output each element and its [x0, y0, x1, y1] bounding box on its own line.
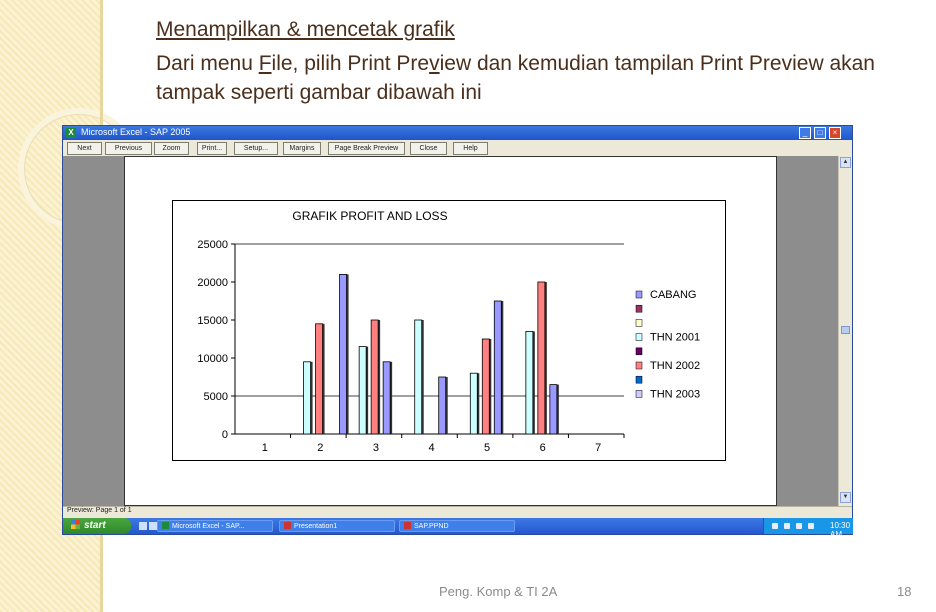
- task-label: Microsoft Excel - SAP...: [172, 523, 245, 530]
- previous-button[interactable]: Previous: [105, 142, 152, 155]
- chart-title: GRAFIK PROFIT AND LOSS: [292, 209, 448, 223]
- help-button[interactable]: Help: [453, 142, 488, 155]
- legend-swatch: [636, 362, 642, 369]
- legend-label: THN 2002: [650, 360, 701, 372]
- chart: [173, 201, 725, 460]
- powerpoint-task-icon: [284, 522, 291, 529]
- x-tick-label: 1: [261, 442, 268, 454]
- bar: [383, 362, 390, 434]
- bar: [482, 339, 489, 434]
- tray-icon[interactable]: [784, 523, 790, 529]
- print-preview-toolbar: [63, 140, 852, 157]
- tray-icon[interactable]: [796, 523, 802, 529]
- legend-label: THN 2003: [650, 388, 701, 401]
- taskbar: [63, 518, 852, 539]
- bar: [359, 347, 366, 434]
- margins-button[interactable]: Margins: [283, 142, 321, 155]
- volume-icon[interactable]: [808, 523, 814, 529]
- taskbar-item-presentation[interactable]: [279, 520, 395, 532]
- y-tick-label: 25000: [197, 239, 228, 251]
- preview-page: [124, 156, 777, 506]
- bar: [371, 320, 378, 434]
- close-button[interactable]: Close: [410, 142, 447, 155]
- y-tick-label: 0: [221, 429, 228, 441]
- preview-area: [63, 156, 838, 506]
- bar: [526, 331, 533, 434]
- chart-legend: [636, 289, 700, 400]
- bar: [439, 377, 446, 434]
- legend-label: THN 2001: [650, 331, 701, 344]
- legend-swatch: [636, 348, 642, 355]
- start-label: start: [84, 520, 106, 531]
- bar: [550, 385, 557, 434]
- start-button[interactable]: [63, 518, 131, 534]
- slide-footer: Peng. Komp & TI 2A: [439, 584, 558, 599]
- x-tick-label: 4: [428, 442, 435, 454]
- x-tick-label: 6: [539, 442, 546, 454]
- legend-swatch: [636, 305, 642, 312]
- y-tick-label: 10000: [197, 353, 228, 365]
- legend-swatch: [636, 376, 642, 383]
- window-titlebar[interactable]: [63, 126, 852, 140]
- status-text: Preview: Page 1 of 1: [67, 507, 132, 514]
- slide-body: [156, 49, 926, 107]
- slide-title: Menampilkan & mencetak grafik: [156, 18, 455, 41]
- page-break-preview-button[interactable]: Page Break Preview: [328, 142, 405, 155]
- body-underlined-f: F: [258, 52, 272, 75]
- scroll-up-icon[interactable]: ▲: [840, 157, 851, 168]
- legend-swatch: [636, 319, 642, 326]
- x-tick-label: 5: [484, 442, 491, 454]
- body-underlined-v: v: [429, 52, 440, 75]
- scroll-thumb[interactable]: [841, 326, 850, 334]
- system-tray: [763, 518, 853, 539]
- excel-window: [62, 125, 853, 539]
- bar: [340, 274, 347, 434]
- body-text-part: iew dan kemudian tampilan Print Preview akan tampak seperti gambar dibawah ini: [156, 52, 875, 104]
- body-text-part: Dari menu: [156, 52, 259, 75]
- y-tick-label: 20000: [197, 277, 228, 289]
- bar: [494, 301, 501, 434]
- taskbar-item-excel[interactable]: [157, 520, 273, 532]
- body-text-part: ile, pilih Print Pre: [271, 52, 430, 75]
- minimize-icon[interactable]: _: [799, 127, 811, 139]
- legend-swatch: [636, 291, 642, 298]
- chart-frame: [172, 200, 726, 461]
- excel-task-icon: [162, 522, 169, 529]
- x-tick-label: 7: [595, 442, 602, 454]
- task-label: SAP.PPND: [414, 523, 449, 530]
- y-tick-label: 5000: [203, 391, 228, 403]
- windows-logo-icon: [71, 520, 80, 529]
- bar: [316, 324, 323, 434]
- zoom-button[interactable]: Zoom: [154, 142, 189, 155]
- quick-launch-icon[interactable]: [149, 522, 157, 530]
- scroll-down-icon[interactable]: ▼: [840, 492, 851, 503]
- excel-icon: X: [66, 128, 76, 138]
- clock: 10:30 AM: [830, 521, 851, 539]
- x-tick-label: 2: [317, 442, 324, 454]
- bar: [538, 282, 545, 434]
- vertical-scrollbar[interactable]: [838, 156, 852, 506]
- bar: [415, 320, 422, 434]
- legend-swatch: [636, 390, 642, 397]
- setup-button[interactable]: Setup...: [234, 142, 278, 155]
- task-label: Presentation1: [294, 523, 338, 530]
- next-button[interactable]: Next: [67, 142, 102, 155]
- powerpoint-task-icon: [404, 522, 411, 529]
- quick-launch-icon[interactable]: [139, 522, 147, 530]
- bar: [470, 373, 477, 434]
- taskbar-item-sap[interactable]: [399, 520, 515, 532]
- window-title: Microsoft Excel - SAP 2005: [81, 127, 191, 137]
- legend-label: CABANG: [650, 289, 697, 301]
- y-tick-label: 15000: [197, 315, 228, 327]
- maximize-icon[interactable]: □: [814, 127, 826, 139]
- close-icon[interactable]: ×: [829, 127, 841, 139]
- tray-icon[interactable]: [772, 523, 778, 529]
- x-tick-label: 3: [372, 442, 379, 454]
- slide-page-number: 18: [897, 584, 912, 599]
- legend-swatch: [636, 334, 642, 341]
- print-button[interactable]: Print...: [197, 142, 227, 155]
- status-bar: [63, 506, 852, 518]
- bar: [304, 362, 311, 434]
